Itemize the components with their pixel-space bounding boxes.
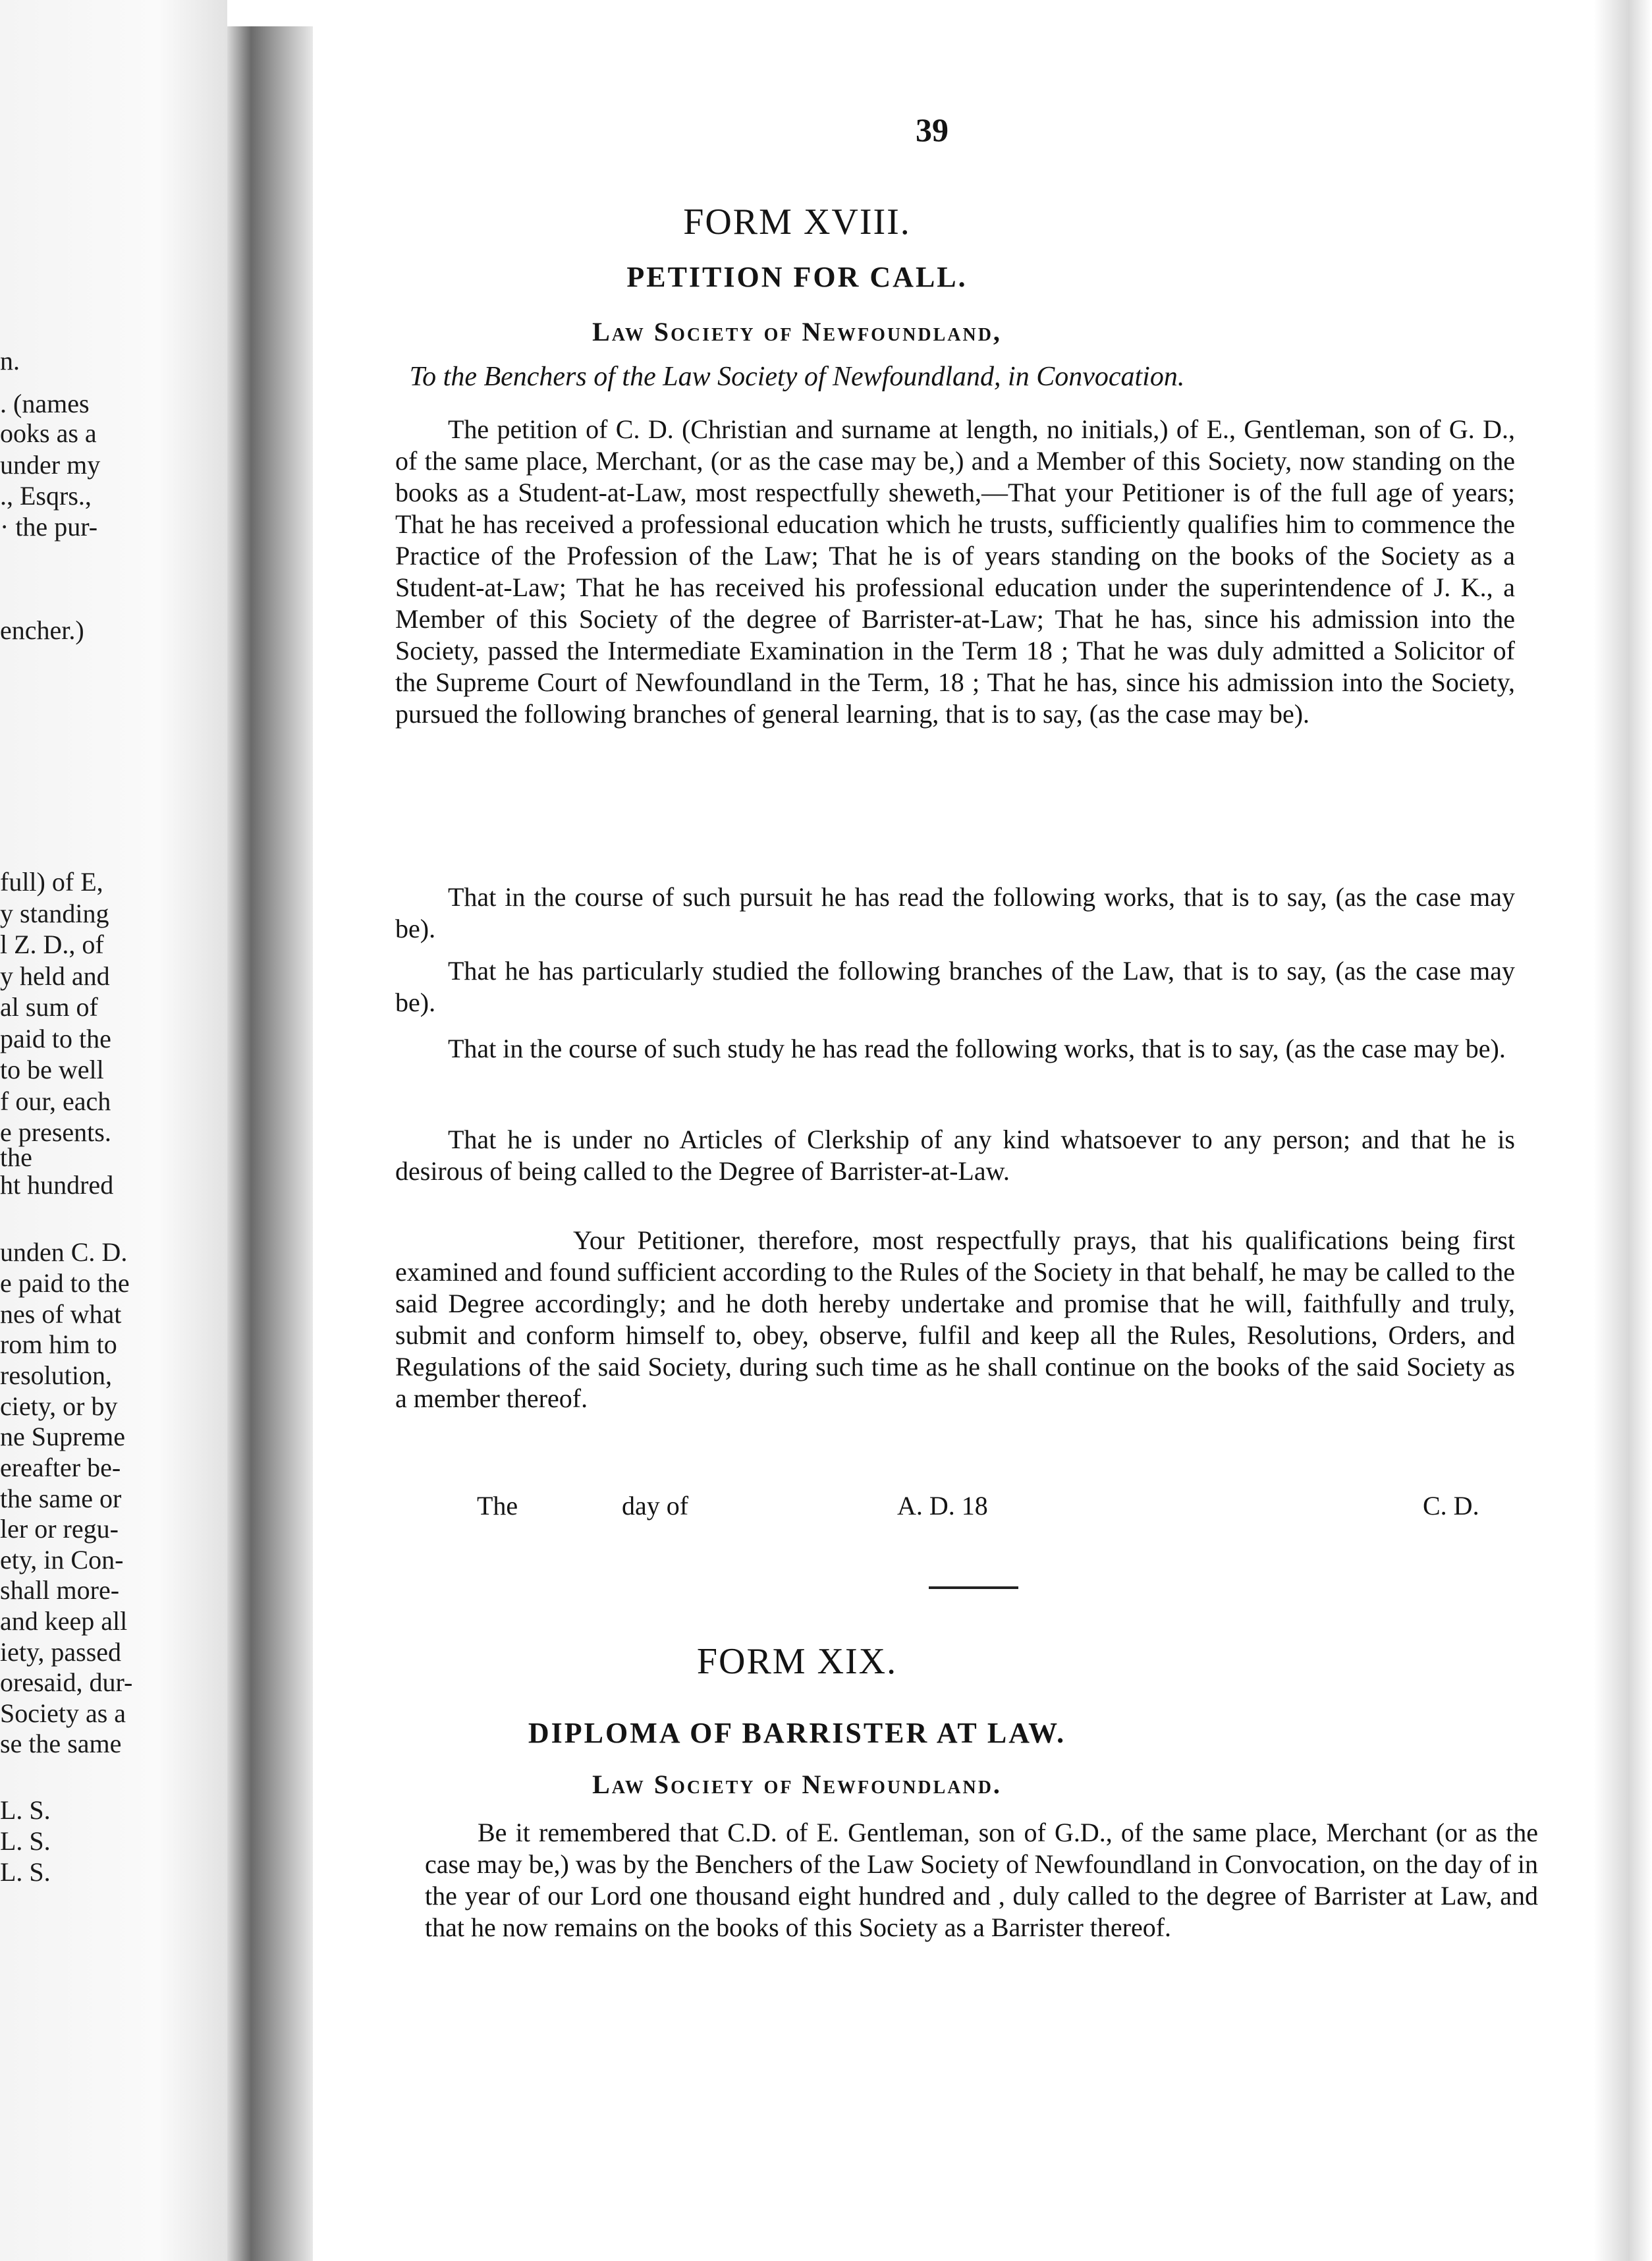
left-page-fragment: se the same bbox=[0, 1729, 122, 1758]
left-page-fragment: L. S. bbox=[0, 1857, 51, 1887]
left-page-fragment: y standing bbox=[0, 899, 109, 928]
left-page-fragment: L. S. bbox=[0, 1826, 51, 1856]
signature-anno-domini: A. D. 18 bbox=[897, 1491, 988, 1521]
left-page-fragment: ooks as a bbox=[0, 418, 97, 448]
left-page-fragment: resolution, bbox=[0, 1360, 112, 1390]
left-page-fragment: ht hundred bbox=[0, 1170, 114, 1200]
form-19-title: FORM XIX. bbox=[696, 1641, 898, 1682]
form-19-subtitle: DIPLOMA OF BARRISTER AT LAW. bbox=[528, 1717, 1066, 1749]
left-page-fragment: rom him to bbox=[0, 1329, 117, 1359]
left-page-fragment: l Z. D., of bbox=[0, 930, 104, 959]
left-page-fragment: the bbox=[0, 1142, 32, 1172]
left-page-fragment: f our, each bbox=[0, 1086, 111, 1116]
left-page-fragment: ety, in Con- bbox=[0, 1545, 124, 1575]
page-edge-shadow bbox=[1594, 0, 1652, 2261]
left-page-fragment: ciety, or by bbox=[0, 1391, 118, 1421]
left-page-fragment: shall more- bbox=[0, 1575, 120, 1605]
left-page-fragment: to be well bbox=[0, 1055, 104, 1084]
left-page-fragment: Society as a bbox=[0, 1698, 126, 1728]
form-18-subtitle: PETITION FOR CALL. bbox=[626, 261, 968, 293]
left-page-fragment: y held and bbox=[0, 961, 110, 991]
signature-initials: C. D. bbox=[1423, 1491, 1479, 1521]
left-page-fragment: ler or regu- bbox=[0, 1514, 119, 1544]
left-page-fragment: · the pur- bbox=[0, 512, 98, 542]
section-divider bbox=[929, 1586, 1018, 1589]
form-19-society-name: Law Society of Newfoundland. bbox=[592, 1770, 1002, 1799]
petition-prayer-paragraph: Your Petitioner, therefore, most respectfully prays, that his qualifications being first examined and found sufficient according to the Rules of the Society in that behalf, he may be called to the said Degree accordingly; and he doth hereby undertake and promise that he will, faithfully and truly, submit and conform himself to, obey, observe, fulfil and keep all the Rules, Resolutions, Orders, and Regulations of the said Society, during such time as he shall continue on the books of the said Society as a member thereof. bbox=[395, 1225, 1515, 1413]
page-number: 39 bbox=[916, 111, 949, 148]
left-page-fragment: the same or bbox=[0, 1484, 122, 1513]
left-page-fragment: and keep all bbox=[0, 1606, 128, 1636]
left-page-fragment: full) of E, bbox=[0, 867, 103, 897]
left-page-fragment: iety, passed bbox=[0, 1637, 122, 1667]
diploma-paragraph: Be it remembered that C.D. of E. Gentleman, son of G.D., of the same place, Merchant (or as the case may be,) was by the Benchers of the Law Society of Newfoundland in Convocation, on the day of in the year of our Lord one thousand eight hundred and , duly called to the degree of Barrister at Law, and that he now remains on the books of this Society as a Barrister thereof. bbox=[425, 1818, 1538, 1942]
left-page-fragment: L. S. bbox=[0, 1795, 51, 1825]
left-page-fragment: e presents. bbox=[0, 1117, 111, 1147]
form-18-address-line: To the Benchers of the Law Society of Newfoundland, in Convocation. bbox=[409, 362, 1185, 392]
form-18-title: FORM XVIII. bbox=[683, 202, 911, 242]
signature-the: The bbox=[477, 1491, 518, 1521]
left-page-fragment: under my bbox=[0, 450, 101, 480]
signature-day-of: day of bbox=[622, 1491, 689, 1521]
left-page-fragment: ., Esqrs., bbox=[0, 481, 92, 511]
left-page-fragment: encher.) bbox=[0, 615, 84, 645]
petition-paragraph: That he is under no Articles of Clerkship of any kind whatsoever to any person; and that he is desirous of being called to the Degree of Barrister-at-Law. bbox=[395, 1125, 1515, 1186]
left-page-fragment: e paid to the bbox=[0, 1268, 130, 1298]
form-18-society-name: Law Society of Newfoundland, bbox=[592, 317, 1002, 347]
left-page-fragment: al sum of bbox=[0, 992, 98, 1022]
left-page-fragment: paid to the bbox=[0, 1024, 111, 1053]
petition-paragraph: That in the course of such pursuit he has read the following works, that is to say, (as the case may be). bbox=[395, 882, 1515, 943]
left-page-fragment: nes of what bbox=[0, 1299, 122, 1329]
left-page-fragment: unden C. D. bbox=[0, 1237, 128, 1267]
petition-paragraph: That he has particularly studied the following branches of the Law, that is to say, (as the case may be). bbox=[395, 956, 1515, 1017]
left-page-fragment: ne Supreme bbox=[0, 1422, 125, 1451]
left-page-fragment: n. bbox=[0, 346, 20, 376]
petition-paragraph: The petition of C. D. (Christian and surname at length, no initials,) of E., Gentleman, son of G. D., of the same place, Merchant, (or as the case may be,) and a Member of this Society, now standing on the books as a Student-at-Law, most respectfully sheweth,—That your Petitioner is of the full age of years; That he has received a professional education which he trusts, sufficiently qualifies him to commence the Practice of the Profession of the Law; That he is of years standing on the books of the Society as a Student-at-Law; That he has received his professional education under the superintendence of J. K., a Member of this Society of the degree of Barrister-at-Law; That he has, since his admission into the Society, passed the Intermediate Examination in the Term 18 ; That he was duly admitted a Solicitor of the Supreme Court of Newfoundland in the Term, 18 ; That he has, since his admission into the Society, pursued the following branches of general learning, that is to say, (as the case may be). bbox=[395, 414, 1515, 729]
left-page-fragment: . (names bbox=[0, 389, 90, 418]
petition-paragraph: That in the course of such study he has read the following works, that is to say, (as the case may be). bbox=[448, 1034, 1506, 1063]
left-page-fragment: ereafter be- bbox=[0, 1453, 121, 1482]
left-page-fragment: oresaid, dur- bbox=[0, 1667, 133, 1697]
